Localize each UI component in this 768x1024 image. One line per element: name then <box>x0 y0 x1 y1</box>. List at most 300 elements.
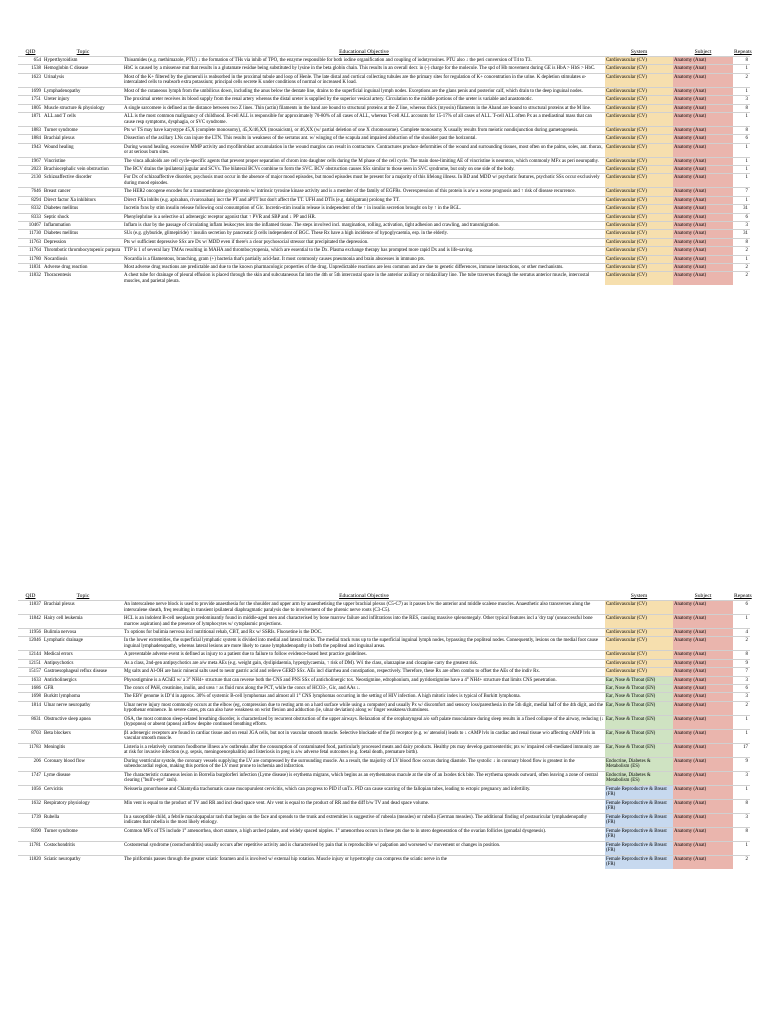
cell-qid: 10467 <box>18 222 43 230</box>
cell-repeats: 3 <box>733 222 750 230</box>
cell-qid: 1943 <box>18 143 43 157</box>
table-row <box>18 112 750 126</box>
cell-qid: 1814 <box>18 701 43 715</box>
cell-repeats: 1 <box>733 841 750 855</box>
cell-qid: 1686 <box>18 684 43 692</box>
cell-system: Female Reproductive & Breast (FR) <box>605 841 673 855</box>
objectives-table <box>18 48 750 285</box>
table-sheet-2 <box>18 592 750 869</box>
table-row <box>18 637 750 651</box>
cell-topic: Breast cancer <box>43 188 123 196</box>
cell-subject: Anatomy (Anat) <box>673 799 733 813</box>
cell-system: Female Reproductive & Breast (FR) <box>605 855 673 868</box>
cell-system: Ear, Nose & Throat (EN) <box>605 701 673 715</box>
table-row <box>18 855 750 868</box>
cell-subject: Anatomy (Anat) <box>673 157 733 165</box>
cell-system: Cardiovascular (CV) <box>605 263 673 271</box>
cell-topic: Brachiocephalic vein obstruction <box>43 166 123 174</box>
cell-qid: 8703 <box>18 729 43 743</box>
cell-repeats: 8 <box>733 126 750 134</box>
cell-system: Cardiovascular (CV) <box>605 238 673 246</box>
cell-repeats: 1 <box>733 174 750 188</box>
cell-subject: Anatomy (Anat) <box>673 230 733 238</box>
cell-repeats: 1 <box>733 65 750 73</box>
cell-topic: Coronary blood flow <box>43 757 123 771</box>
table-row <box>18 57 750 65</box>
cell-subject: Anatomy (Anat) <box>673 651 733 659</box>
table-row <box>18 222 750 230</box>
cell-objective: The vinca alkaloids are cell cycle-specific agents that prevent proper separation of chrom into daughter cells during the M phase of the cell cycle. The main dose-limiting AE of vincristine is neurotox, which commonly MFx as peri neuropathy. <box>123 157 605 165</box>
cell-qid: 654 <box>18 57 43 65</box>
cell-system: Ear, Nose & Throat (EN) <box>605 693 673 701</box>
cell-subject: Anatomy (Anat) <box>673 87 733 95</box>
table-row <box>18 104 750 112</box>
cell-qid: 1805 <box>18 104 43 112</box>
table-row <box>18 659 750 667</box>
cell-qid: 8294 <box>18 196 43 204</box>
cell-objective: Tx options for bulimia nervosa incl nutritional rehab, CBT, and Rx w/ SSRIs. Fluoxetine is the DOC. <box>123 628 605 636</box>
cell-system: Female Reproductive & Breast (FR) <box>605 799 673 813</box>
cell-system: Cardiovascular (CV) <box>605 255 673 263</box>
cell-repeats: 8 <box>733 238 750 246</box>
cell-topic: Ureter injury <box>43 96 123 104</box>
cell-system: Cardiovascular (CV) <box>605 205 673 213</box>
cell-repeats: 1 <box>733 196 750 204</box>
cell-topic: Ulnar nerve neuropathy <box>43 701 123 715</box>
cell-subject: Anatomy (Anat) <box>673 855 733 868</box>
table-row <box>18 841 750 855</box>
cell-repeats: 6 <box>733 213 750 221</box>
cell-subject: Anatomy (Anat) <box>673 65 733 73</box>
cell-repeats: 3 <box>733 693 750 701</box>
cell-system: Cardiovascular (CV) <box>605 126 673 134</box>
cell-system: Female Reproductive & Breast (FR) <box>605 813 673 827</box>
cell-repeats: 2 <box>733 263 750 271</box>
cell-objective: The EBV genome is IDʼd in approx. 30% of systemic B-cell lymphomas and almost all 1° CNS lymphomas occurring in the setting of HIV infection. A high mitotic index is typical of Burkitt lymphoma. <box>123 693 605 701</box>
cell-system: Cardiovascular (CV) <box>605 601 673 615</box>
cell-qid: 11780 <box>18 255 43 263</box>
cell-repeats: 4 <box>733 628 750 636</box>
cell-objective: Physostigmine is a AChEI w/ a 3° NH4+ structure that can reverse both the CNS and PNS SSx of anticholinergic tox. Neostigmine, edrophonium, and pyridostigmine have a 4° NH4+ structure that limits CNS penetration. <box>123 676 605 684</box>
table-row <box>18 255 750 263</box>
cell-subject: Anatomy (Anat) <box>673 238 733 246</box>
cell-repeats: 6 <box>733 601 750 615</box>
cell-subject: Anatomy (Anat) <box>673 57 733 65</box>
cell-qid: 2130 <box>18 174 43 188</box>
cell-subject: Anatomy (Anat) <box>673 73 733 87</box>
cell-system: Cardiovascular (CV) <box>605 651 673 659</box>
cell-objective: Costosternal syndrome (costochondritis) usually occurs after repetitive activity and is characterised by pain that is reproducible w/ palpation and worsened w/ movement or changes in position. <box>123 841 605 855</box>
cell-objective: HbC is caused by a missense mut that results in a glutamate residue being substituted by lysine in the beta globin chain. This results in an overall decr. in (-) charge for the molecule. The spd of Hb movement during GE is HbA > HbS > HbC. <box>123 65 605 73</box>
cell-qid: 11763 <box>18 238 43 246</box>
cell-topic: Brachial plexus <box>43 135 123 143</box>
header-topic: Topic <box>76 593 90 599</box>
cell-topic: Inflammation <box>43 222 123 230</box>
cell-subject: Anatomy (Anat) <box>673 174 733 188</box>
cell-repeats: 3 <box>733 771 750 785</box>
cell-repeats: 7 <box>733 188 750 196</box>
cell-system: Ear, Nose & Throat (EN) <box>605 743 673 757</box>
cell-topic: Medical errors <box>43 651 123 659</box>
header-repeats: Repeats <box>734 593 752 599</box>
table-row <box>18 96 750 104</box>
table-sheet-1 <box>18 48 750 285</box>
table-row <box>18 238 750 246</box>
cell-topic: Turner syndrome <box>43 126 123 134</box>
cell-subject: Anatomy (Anat) <box>673 255 733 263</box>
table-row <box>18 263 750 271</box>
cell-repeats: 7 <box>733 668 750 676</box>
cell-qid: 1747 <box>18 771 43 785</box>
cell-subject: Anatomy (Anat) <box>673 715 733 729</box>
header-system: System <box>630 49 648 55</box>
cell-topic: Nocardiosis <box>43 255 123 263</box>
table-row <box>18 157 750 165</box>
cell-subject: Anatomy (Anat) <box>673 196 733 204</box>
table-row <box>18 799 750 813</box>
table-row <box>18 693 750 701</box>
cell-subject: Anatomy (Anat) <box>673 272 733 285</box>
cell-objective: Most of the K+ filtered by the glomeruli is reabsorbed in the proximal tubule and loop of Henle. The late distal and cortical collecting tubules are the primary sites for regulation of K+ concentration in the urine. K depletion stimulates α-intercalated cells to reabsorb extra potassium; principal cells secrete K under conditions of normal or increased K load. <box>123 73 605 87</box>
cell-topic: Brachial plexus <box>43 601 123 615</box>
cell-topic: Wound healing <box>43 143 123 157</box>
cell-subject: Anatomy (Anat) <box>673 628 733 636</box>
cell-topic: Respiratory physiology <box>43 799 123 813</box>
cell-repeats: 31 <box>733 230 750 238</box>
cell-objective: Ulnar nerve injury most commonly occurs at the elbow (eg, compression due to resting arm on a hard surface while using a computer) and usually Px w/ discomfort and sensory loss/paresthesia in the 5th digit, medial half of the 4th digit, and the hypothenar eminence. In severe cases, pts can also have weakness on wrist flexion and adduction (ie, ulnar deviation) along w/ finger weakness/clumsiness. <box>124 702 604 714</box>
table-row <box>18 715 750 729</box>
table-row <box>18 174 750 188</box>
cell-system: Cardiovascular (CV) <box>605 668 673 676</box>
cell-subject: Anatomy (Anat) <box>673 757 733 771</box>
cell-repeats: 8 <box>733 651 750 659</box>
cell-system: Ear, Nose & Throat (EN) <box>605 684 673 692</box>
table-row <box>18 272 750 285</box>
cell-system: Cardiovascular (CV) <box>605 87 673 95</box>
cell-qid: 1871 <box>18 112 43 126</box>
cell-objective: Neisseria gonorrhoeae and Chlamydia trachomatis cause mucopurulent cervicitis, which can progress to PID if unTx. PID can cause scarring of the fallopian tubes, leading to ectopic pregnancy and infertility. <box>123 785 605 799</box>
cell-topic: Bulimia nervosa <box>43 628 123 636</box>
cell-topic: Schizoaffective disorder <box>43 174 123 188</box>
cell-objective: Incretin fxns by stim insulin release following oral consumption of Glc. Incretin-stim insulin release is independent of the ↑ in insulin secretion brought on by ↑ in the BGL. <box>123 205 605 213</box>
cell-system: Cardiovascular (CV) <box>605 222 673 230</box>
cell-system: Cardiovascular (CV) <box>605 112 673 126</box>
cell-repeats: 1 <box>733 87 750 95</box>
cell-objective: During ventricular systole, the coronary vessels supplying the LV are compressed by the surrounding muscle. As a result, the majority of LV blood flow occurs during diastole. The systolic ↓ in coronary blood flow is greatest in the subendocardial region, making this portion of the LV most prone to ischemia and infarction. <box>123 757 605 771</box>
cell-system: Cardiovascular (CV) <box>605 272 673 285</box>
cell-topic: Antipsychotics <box>43 659 123 667</box>
cell-objective: Common MFx of TS include 1° amenorrhea, short stature, a high arched palate, and widely spaced nipples. 1° amenorrhea occurs in these pts due to in utero degeneration of the ovarian follicles (gonadal dysgenesis). <box>123 827 605 841</box>
cell-topic: Diabetes mellitus <box>43 230 123 238</box>
cell-repeats: 1 <box>733 112 750 126</box>
cell-subject: Anatomy (Anat) <box>673 701 733 715</box>
cell-subject: Anatomy (Anat) <box>673 126 733 134</box>
cell-system: Endocrine, Diabetes & Metabolism (ES) <box>605 757 673 771</box>
cell-system: Cardiovascular (CV) <box>605 247 673 255</box>
cell-system: Cardiovascular (CV) <box>605 614 673 628</box>
cell-objective: An interscalene nerve block is used to provide anaesthesia for the shoulder and upper arm by anaesthetising the upper brachial plexus (C5-C7) as it passes b/w the anterior and middle scalene muscles. Anaesthetic also transverses along the interscalene sheath, freq resulting in transient ipsilateral diaphragmatic paralysis due to involvement of the phrenic nerve roots (C3-C5). <box>123 601 605 615</box>
cell-system: Endocrine, Diabetes & Metabolism (ES) <box>605 771 673 785</box>
cell-repeats: 1 <box>733 143 750 157</box>
cell-subject: Anatomy (Anat) <box>673 841 733 855</box>
cell-repeats: 3 <box>733 813 750 827</box>
cell-topic: Lyme disease <box>43 771 123 785</box>
table-body <box>18 57 750 286</box>
header-objective: Educational Objective <box>339 593 389 599</box>
cell-objective: SUs (e.g. glyburide, glimepiride) ↑ insulin secretion by pancreatic β cells independent of BGC. These Rx have a high incidence of hypoglycaemia, esp. in the elderly. <box>123 230 605 238</box>
cell-repeats: 1 <box>733 255 750 263</box>
cell-objective: Min vent is equal to the product of TV and RR and incl dead space vent. Alv vent is equal to the product of RR and the diff b/w TV and dead space volume. <box>123 799 605 813</box>
cell-topic: Muscle structure & physiology <box>43 104 123 112</box>
cell-repeats: 8 <box>733 57 750 65</box>
cell-system: Ear, Nose & Throat (EN) <box>605 676 673 684</box>
cell-qid: 1633 <box>18 676 43 684</box>
cell-objective: A single sarcomere is defined as the distance between two Z lines. Thin (actin) filaments in the band are bound to structural proteins at the Z line, whereas thick (myosin) filaments in the Aband are bound to structural proteins at the M line. <box>123 104 605 112</box>
cell-topic: GFR <box>43 684 123 692</box>
cell-system: Cardiovascular (CV) <box>605 73 673 87</box>
cell-qid: 1739 <box>18 813 43 827</box>
cell-topic: Direct factor Xa inhibitors <box>43 196 123 204</box>
cell-objective: The piriformis passes through the greater sciatic foramen and is involved w/ external hip rotation. Muscle injury or hypertrophy can compress the sciatic nerve in the <box>123 855 605 868</box>
cell-qid: 1884 <box>18 135 43 143</box>
table-row <box>18 701 750 715</box>
cell-subject: Anatomy (Anat) <box>673 637 733 651</box>
cell-objective: Thioamides (e.g. methimazole, PTU) ↓ the formation of THs via inhib of TPO, the enzyme responsible for both iodine organification and coupling of iodotyrosines. PTU also ↓ the peri conversion of T4 to T3. <box>123 57 605 65</box>
cell-topic: Gastroesophageal reflux disease <box>43 668 123 676</box>
cell-objective: HCL is an indolent B-cell neoplasm predominantly found in middle-aged men and characterised by bone marrow failure and infiltrations into the RES, causing massive splenomegaly. Other typical features incl a 'dry tap' (unsuccessful bone marrow aspiration) and the presence of lymphocytes w/ cytoplasmic projections. <box>123 614 605 628</box>
cell-subject: Anatomy (Anat) <box>673 827 733 841</box>
cell-repeats: 2 <box>733 855 750 868</box>
cell-repeats: 8 <box>733 104 750 112</box>
cell-system: Cardiovascular (CV) <box>605 174 673 188</box>
table-row <box>18 205 750 213</box>
cell-topic: Turner syndrome <box>43 827 123 841</box>
cell-topic: Depression <box>43 238 123 246</box>
cell-system: Female Reproductive & Breast (FR) <box>605 785 673 799</box>
cell-objective: Dissection of the axillary LNs can injure the LTN. This results in weakness of the serratus ant. w/ winging of the scapula and impaired abduction of the shoulder past the horizontal. <box>123 135 605 143</box>
header-subject: Subject <box>694 593 712 599</box>
table-row <box>18 213 750 221</box>
table-row <box>18 676 750 684</box>
cell-qid: 12151 <box>18 659 43 667</box>
cell-topic: Burkitt lymphoma <box>43 693 123 701</box>
table-row <box>18 771 750 785</box>
cell-subject: Anatomy (Anat) <box>673 771 733 785</box>
cell-qid: 1623 <box>18 73 43 87</box>
cell-repeats: 1 <box>733 157 750 165</box>
cell-topic: Septic shock <box>43 213 123 221</box>
cell-repeats: 6 <box>733 135 750 143</box>
cell-qid: 206 <box>18 757 43 771</box>
cell-objective: Pts w/ TS may have karyotype 45,X (complete monosomy), 45,X/46,XX (mosaicism), or 46,XX (w/ partial deletion of one X chromosome). Complete monosomy X usually results from meiotic nondisjunction during gametogenesis. <box>123 126 605 134</box>
table-row <box>18 65 750 73</box>
cell-subject: Anatomy (Anat) <box>673 213 733 221</box>
cell-topic: Obstructive sleep apnea <box>43 715 123 729</box>
table-row <box>18 188 750 196</box>
cell-objective: The characteristic cutaneous lesion in Borrelia burgdorferi infection (Lyme disease) is erythema migrans, which begins as an erythematous macule at the site of an Ixodes tick bite. The erythema spreads outward, often leaving a zone of central clearing ("bull's-eye" rash). <box>123 771 605 785</box>
cell-qid: 1883 <box>18 126 43 134</box>
cell-repeats: 2 <box>733 637 750 651</box>
cell-system: Cardiovascular (CV) <box>605 637 673 651</box>
cell-repeats: 9 <box>733 757 750 771</box>
cell-qid: 2023 <box>18 166 43 174</box>
cell-system: Cardiovascular (CV) <box>605 166 673 174</box>
cell-qid: 1967 <box>18 157 43 165</box>
table-row <box>18 247 750 255</box>
cell-objective: Nocardia is a filamentous, branching, gram (+) bacteria that's partially acid-fast. It most commonly causes pneumonia and brain abscesses in immuno pts. <box>123 255 605 263</box>
cell-repeats: 2 <box>733 272 750 285</box>
cell-qid: 8631 <box>18 715 43 729</box>
cell-qid: 1698 <box>18 693 43 701</box>
cell-repeats: 3 <box>733 676 750 684</box>
cell-topic: Thrombotic thrombocytopenic purpura <box>43 247 123 255</box>
cell-subject: Anatomy (Anat) <box>673 729 733 743</box>
cell-repeats: 31 <box>733 205 750 213</box>
cell-topic: Beta blockers <box>43 729 123 743</box>
cell-subject: Anatomy (Anat) <box>673 166 733 174</box>
cell-topic: Costochondritis <box>43 841 123 855</box>
table-row <box>18 135 750 143</box>
cell-objective: TTP is 1 of several Iary TMAs resulting in MAHA and thrombocytopenia, which are essential to the Dx. Plasma exchange therapy has prompted more rapid Dx and is life-saving. <box>123 247 605 255</box>
cell-qid: 8333 <box>18 213 43 221</box>
table-row <box>18 230 750 238</box>
cell-qid: 11764 <box>18 247 43 255</box>
cell-subject: Anatomy (Anat) <box>673 693 733 701</box>
header-qid: QID <box>25 49 36 55</box>
cell-topic: Urinalysis <box>43 73 123 87</box>
cell-qid: 7646 <box>18 188 43 196</box>
cell-qid: 1056 <box>18 785 43 799</box>
cell-subject: Anatomy (Anat) <box>673 684 733 692</box>
cell-qid: 1751 <box>18 96 43 104</box>
cell-repeats: 1 <box>733 614 750 628</box>
cell-qid: 11783 <box>18 743 43 757</box>
cell-objective: As a class, 2nd-gen antipsychotics are a/w meta AEs (e.g. weight gain, dyslipidaemia, hyperglycaemia, ↑ risk of DM). W/i the class, olanzapine and clozapine carry the greatest risk. <box>123 659 605 667</box>
cell-system: Cardiovascular (CV) <box>605 57 673 65</box>
table-row <box>18 196 750 204</box>
cell-system: Female Reproductive & Breast (FR) <box>605 827 673 841</box>
cell-objective: Pts w/ sufficient depressive SSx are Dx w/ MDD even if there's a clear psychosocial stressor that precipitated the depression. <box>123 238 605 246</box>
cell-repeats: 1 <box>733 715 750 729</box>
cell-system: Cardiovascular (CV) <box>605 135 673 143</box>
cell-topic: Lymphatic drainage <box>43 637 123 651</box>
cell-system: Cardiovascular (CV) <box>605 65 673 73</box>
cell-objective: β1 adrenergic receptors are found in cardiac tissue and on renal JGA cells, but not in vascular smooth muscle. Selective blockade of the β1 receptor (e.g. w/ atenolol) leads to ↓ cAMP lvls in cardiac and renal tissue w/o affecting cAMP lvls in vascular smooth muscle. <box>123 729 605 743</box>
cell-subject: Anatomy (Anat) <box>673 247 733 255</box>
table-body <box>18 601 750 869</box>
table-row <box>18 651 750 659</box>
cell-repeats: 2 <box>733 701 750 715</box>
table-row <box>18 628 750 636</box>
cell-topic: Hemoglobin C disease <box>43 65 123 73</box>
cell-subject: Anatomy (Anat) <box>673 104 733 112</box>
table-header <box>18 592 750 601</box>
cell-topic: Hyperthyroidism <box>43 57 123 65</box>
header-subject: Subject <box>694 49 712 55</box>
table-row <box>18 166 750 174</box>
cell-system: Cardiovascular (CV) <box>605 196 673 204</box>
cell-system: Cardiovascular (CV) <box>605 104 673 112</box>
header-topic: Topic <box>76 49 90 55</box>
cell-system: Cardiovascular (CV) <box>605 157 673 165</box>
cell-system: Cardiovascular (CV) <box>605 188 673 196</box>
cell-topic: Rubella <box>43 813 123 827</box>
cell-system: Cardiovascular (CV) <box>605 96 673 104</box>
cell-qid: 11781 <box>18 841 43 855</box>
table-row <box>18 87 750 95</box>
cell-qid: 12144 <box>18 651 43 659</box>
cell-qid: 8390 <box>18 827 43 841</box>
cell-subject: Anatomy (Anat) <box>673 143 733 157</box>
cell-objective: Inflam is char by the passage of circulating inflam leukocytes into the inflamed tissue. The steps involved incl. margination, rolling, activation, tight adhesion and crawling, and transmigration. <box>123 222 605 230</box>
cell-subject: Anatomy (Anat) <box>673 112 733 126</box>
table-row <box>18 668 750 676</box>
cell-topic: Vincristine <box>43 157 123 165</box>
table-header <box>18 48 750 57</box>
cell-system: Cardiovascular (CV) <box>605 213 673 221</box>
cell-qid: 1632 <box>18 799 43 813</box>
cell-topic: Sciatic neuropathy <box>43 855 123 868</box>
cell-qid: 8332 <box>18 205 43 213</box>
table-row <box>18 785 750 799</box>
cell-qid: 1699 <box>18 87 43 95</box>
cell-subject: Anatomy (Anat) <box>673 222 733 230</box>
cell-subject: Anatomy (Anat) <box>673 135 733 143</box>
table-row <box>18 813 750 827</box>
cell-system: Cardiovascular (CV) <box>605 659 673 667</box>
cell-subject: Anatomy (Anat) <box>673 205 733 213</box>
cell-objective: The BCV drains the ipsilateral jugular and SCVs. The bilateral BCVs combine to form the SVC. BCV obstruction causes SSx similar to those seen in SVC syndrome, but only on one side of the body. <box>123 166 605 174</box>
cell-objective: Mg salts and Al-OH are basic mineral salts used to neutr gastric acid and relieve GERD SSx. AEs incl diarrhea and constipation, respectively. Therefore, these Rx are often combo to offset the AEs of the indiv Rx. <box>123 668 605 676</box>
table-row <box>18 729 750 743</box>
cell-topic: ALL and T cells <box>43 112 123 126</box>
cell-subject: Anatomy (Anat) <box>673 188 733 196</box>
cell-repeats: 17 <box>733 743 750 757</box>
cell-subject: Anatomy (Anat) <box>673 659 733 667</box>
cell-repeats: 1 <box>733 785 750 799</box>
cell-qid: 11730 <box>18 230 43 238</box>
cell-system: Cardiovascular (CV) <box>605 628 673 636</box>
cell-objective: In the lower extremities, the superficial lymphatic system is divided into medial and lateral tracks. The medial track runs up to the superficial inguinal lymph nodes, bypassing the popliteal nodes. Consequently, lesions on the medial foot cause inguinal lymphadenopathy, whereas lateral lesions are more likely to cause lymphadenopathy in both the popliteal and inguinal areas. <box>123 637 605 651</box>
cell-objective: In a susceptible child, a febrile maculopapular rash that begins on the face and spreads to the trunk and extremities is suggestive of rubeola (measles) or rubella (German measles). The additional finding of postauricular lymphadenopathy indicates that rubella is the most likely etiology. <box>123 813 605 827</box>
cell-repeats: 8 <box>733 827 750 841</box>
cell-objective: Most of the cutaneous lymph from the umbilicus down, including the anus below the dentate line, drains to the superficial inguinal lymph nodes. Exceptions are the glans penis and posterior calf, which drain to the deep inguinal nodes. <box>123 87 605 95</box>
cell-objective: The concs of PAH, creatinine, inulin, and urea ↑ as fluid runs along the PCT, while the concs of HCO3-, Glc, and AAs ↓. <box>123 684 605 692</box>
cell-qid: 11820 <box>18 855 43 868</box>
cell-subject: Anatomy (Anat) <box>673 676 733 684</box>
cell-system: Cardiovascular (CV) <box>605 143 673 157</box>
cell-topic: Diabetes mellitus <box>43 205 123 213</box>
cell-qid: 11837 <box>18 601 43 615</box>
cell-topic: Thoracentesis <box>43 272 123 285</box>
header-qid: QID <box>25 593 36 599</box>
cell-objective: Phenylephrine is a selective α1 adrenergic receptor agonist that ↑ PVR and SBP and ↓ PP and HR. <box>123 213 605 221</box>
header-repeats: Repeats <box>734 49 752 55</box>
cell-subject: Anatomy (Anat) <box>673 614 733 628</box>
table-row <box>18 601 750 615</box>
cell-repeats: 9 <box>733 659 750 667</box>
table-row <box>18 143 750 157</box>
cell-repeats: 2 <box>733 247 750 255</box>
cell-system: Cardiovascular (CV) <box>605 230 673 238</box>
table-row <box>18 126 750 134</box>
cell-qid: 12046 <box>18 637 43 651</box>
cell-objective: Listeria is a relatively common foodborne illness a/w outbreaks after the consumption of contaminated food, particularly processed meats and dairy products. Healthy pts may develop gastroenteritis; pts w/ impaired cell-mediated immunity are at risk for invasive infection (e.g. sepsis, meningoencephalitis) and listeriosis in preg is a/w adverse fetal outcomes (e.g. foetal death, premature birth). <box>123 743 605 757</box>
cell-subject: Anatomy (Anat) <box>673 668 733 676</box>
cell-objective: The HER2 oncogene encodes for a transmembrane glycoprotein w/ intrinsic tyrosine kinase activity and is a member of the family of EGFRs. Overexpression of this protein is a/w a worse prognosis and ↑ risk of disease recurrence. <box>123 188 605 196</box>
cell-qid: 11831 <box>18 263 43 271</box>
cell-qid: 11956 <box>18 628 43 636</box>
